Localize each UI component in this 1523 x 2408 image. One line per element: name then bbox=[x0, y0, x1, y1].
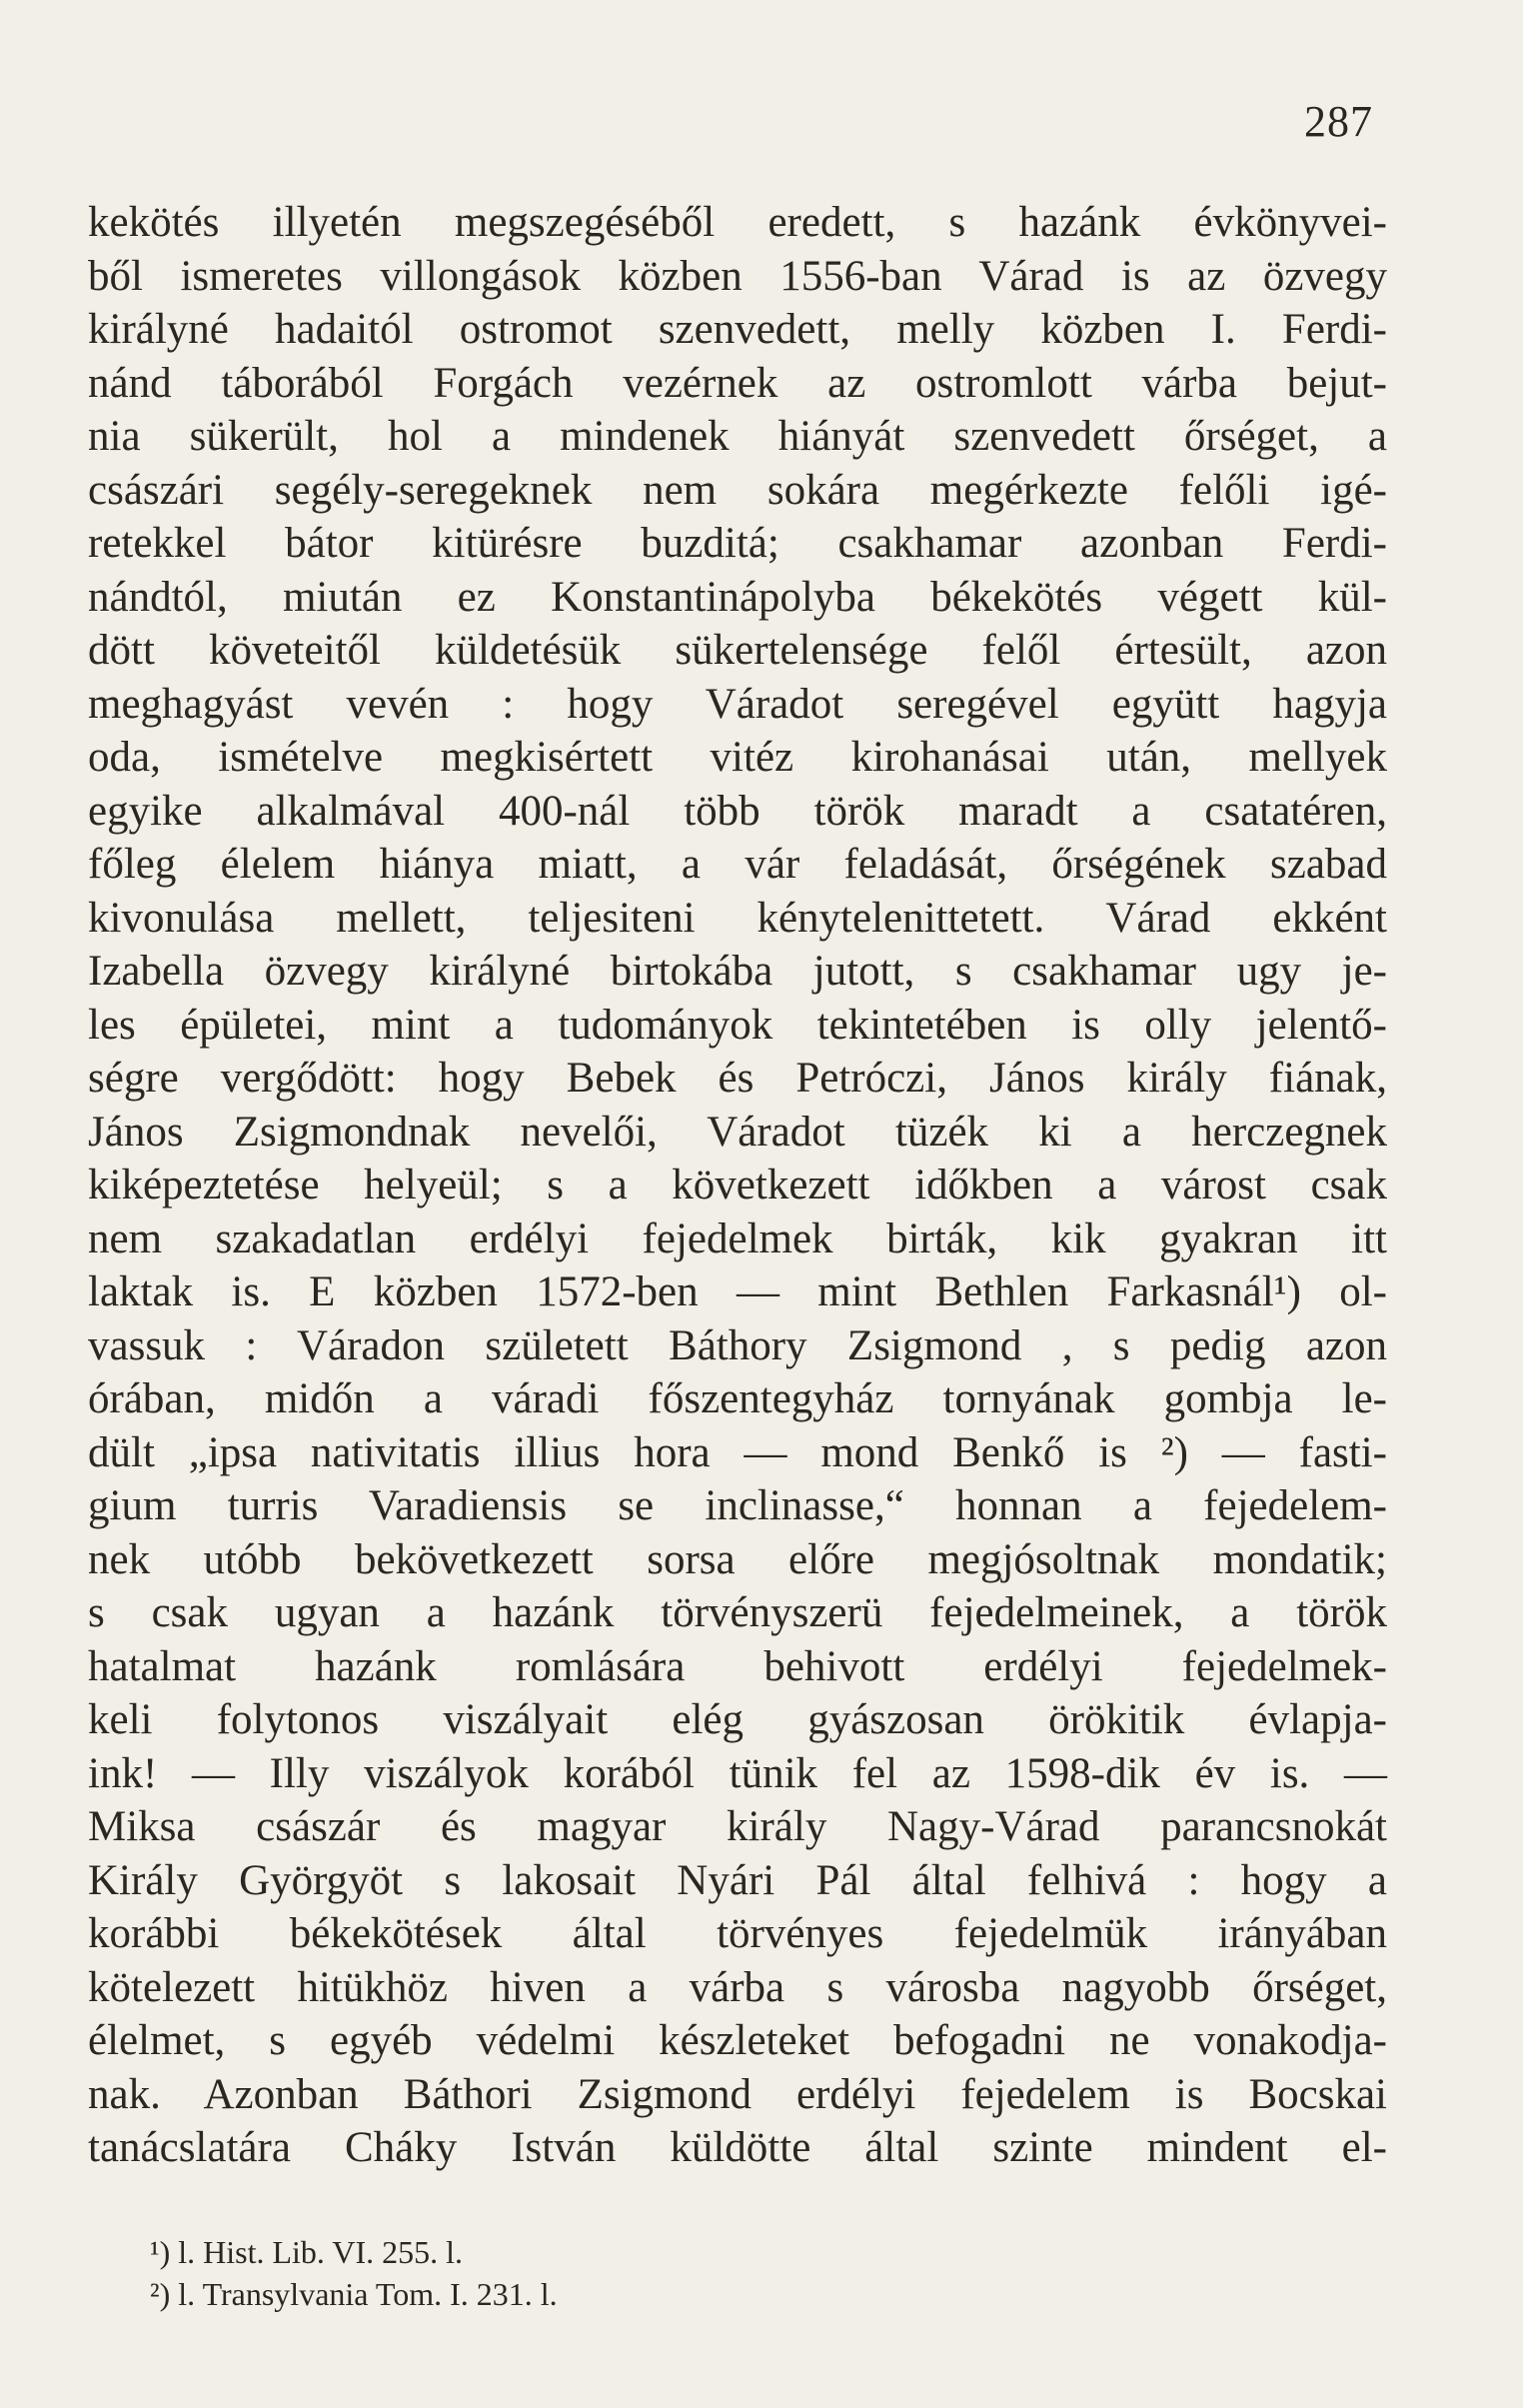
text-line: egyike alkalmával 400-nál több török maradt a csatatéren, bbox=[88, 787, 1387, 835]
text-line: császári segély-seregeknek nem sokára megérkezte felőli igé- bbox=[88, 466, 1387, 514]
footnotes bbox=[150, 2231, 849, 2315]
text-line: oda, ismételve megkisértett vitéz kirohanásai után, mellyek bbox=[88, 734, 1387, 781]
text-line: korábbi békekötések által törvényes fejedelmük irányában bbox=[88, 1910, 1387, 1957]
text-line: ségre vergődött: hogy Bebek és Petróczi, János király fiának, bbox=[88, 1055, 1387, 1102]
text-line: nek utóbb bekövetkezett sorsa előre megjósoltnak mondatik; bbox=[88, 1535, 1387, 1583]
text-line: kivonulása mellett, teljesiteni kénytelenittetett. Várad ekként bbox=[88, 894, 1387, 942]
text-line: les épületei, mint a tudományok tekintetében is olly jelentő- bbox=[88, 1001, 1387, 1049]
text-line: nándtól, miután ez Konstantinápolyba békekötés végett kül- bbox=[88, 573, 1387, 621]
text-line: laktak is. E közben 1572-ben — mint Bethlen Farkasnál¹) ol- bbox=[88, 1268, 1387, 1315]
text-line: kötelezett hitükhöz hiven a várba s városba nagyobb őrséget, bbox=[88, 1963, 1387, 2011]
text-line: keli folytonos viszályait elég gyászosan örökitik évlapja- bbox=[88, 1696, 1387, 1743]
text-line: vassuk : Váradon született Báthory Zsigmond , s pedig azon bbox=[88, 1321, 1387, 1369]
text-line: dött követeitől küldetésük sükertelensége felől értesült, azon bbox=[88, 627, 1387, 674]
text-line: Miksa császár és magyar király Nagy-Várad parancsnokát bbox=[88, 1803, 1387, 1850]
text-line: meghagyást vevén : hogy Váradot seregével együtt hagyja bbox=[88, 680, 1387, 728]
text-line: nánd táborából Forgách vezérnek az ostromlott várba bejut- bbox=[88, 359, 1387, 407]
text-line: órában, midőn a váradi főszentegyház tornyának gombja le- bbox=[88, 1375, 1387, 1422]
text-line: gium turris Varadiensis se inclinasse,“ honnan a fejedelem- bbox=[88, 1482, 1387, 1529]
text-line: dült „ipsa nativitatis illius hora — mond Benkő is ²) — fasti- bbox=[88, 1428, 1387, 1476]
text-line: élelmet, s egyéb védelmi készleteket befogadni ne vonakodja- bbox=[88, 2017, 1387, 2064]
text-line: kiképeztetése helyeül; s a következett időkben a várost csak bbox=[88, 1162, 1387, 1208]
text-line: Király Györgyöt s lakosait Nyári Pál által felhivá : hogy a bbox=[88, 1856, 1387, 1904]
text-line: ink! — Illy viszályok korából tünik fel az 1598-dik év is. — bbox=[88, 1749, 1387, 1797]
text-line: s csak ugyan a hazánk törvényszerü fejedelmeinek, a török bbox=[88, 1589, 1387, 1636]
text-line: János Zsigmondnak nevelői, Váradot tüzék ki a herczegnek bbox=[88, 1108, 1387, 1156]
text-line: nak. Azonban Báthori Zsigmond erdélyi fejedelem is Bocskai bbox=[88, 2070, 1387, 2118]
text-line: retekkel bátor kitürésre buzditá; csakhamar azonban Ferdi- bbox=[88, 520, 1387, 567]
text-line: ből ismeretes villongások közben 1556-ban Várad is az özvegy bbox=[88, 252, 1387, 300]
text-line: főleg élelem hiánya miatt, a vár feladását, őrségének szabad bbox=[88, 841, 1387, 888]
page-number: 287 bbox=[1304, 97, 1373, 146]
footnote: ¹) l. Hist. Lib. VI. 255. l. bbox=[150, 2234, 463, 2270]
text-line: nem szakadatlan erdélyi fejedelmek birták, kik gyakran itt bbox=[88, 1214, 1387, 1262]
text-line: hatalmat hazánk romlására behivott erdélyi fejedelmek- bbox=[88, 1642, 1387, 1690]
text-line: kekötés illyetén megszegéséből eredett, s hazánk évkönyvei- bbox=[88, 199, 1387, 246]
text-line: nia sükerült, hol a mindenek hiányát szenvedett őrséget, a bbox=[88, 413, 1387, 460]
footnote: ²) l. Transylvania Tom. I. 231. l. bbox=[150, 2276, 558, 2312]
text-line: Izabella özvegy királyné birtokába jutott, s csakhamar ugy je- bbox=[88, 948, 1387, 995]
text-line: tanácslatára Cháky István küldötte által szinte mindent el- bbox=[88, 2124, 1387, 2171]
body-text bbox=[88, 196, 1387, 2175]
text-line: királyné hadaitól ostromot szenvedett, melly közben I. Ferdi- bbox=[88, 306, 1387, 353]
